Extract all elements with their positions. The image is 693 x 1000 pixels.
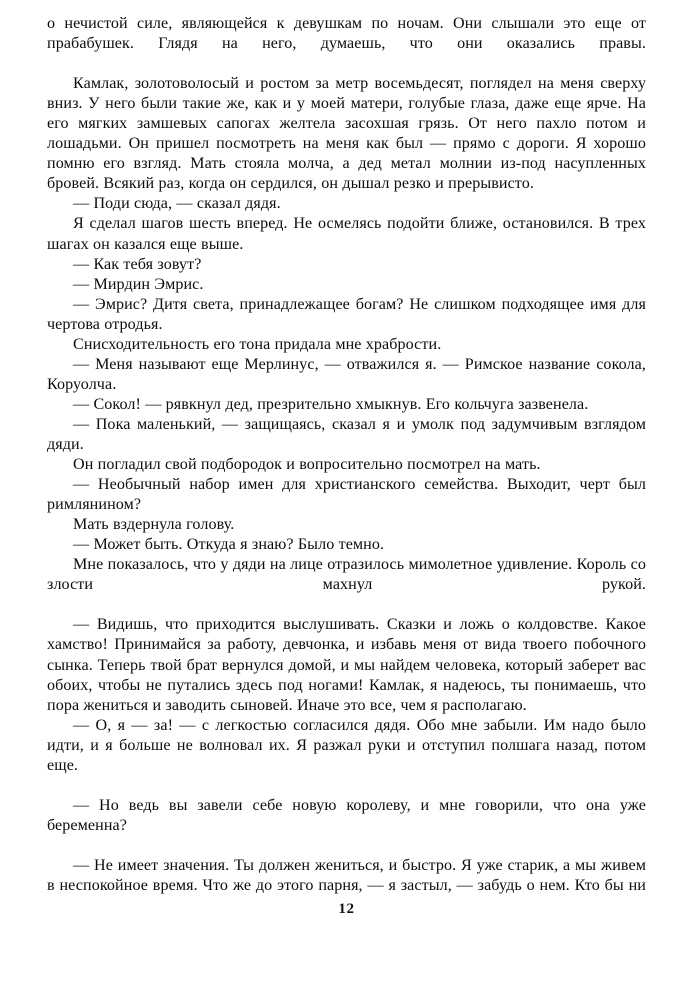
paragraph: — О, я — за! — с легкостью согласился дядя. Обо мне забыли. Им надо было идти, и я больше не волновал их. Я разжал руки и отступил полшага назад, потом еще. <box>47 716 646 774</box>
paragraph: — Не имеет значения. Ты должен жениться, и быстро. Я уже старик, а мы живем в неспокойное время. Что же до этого парня, — я застыл, — забудь о нем. Кто бы ни <box>47 856 646 895</box>
paragraph: Я сделал шагов шесть вперед. Не осмелясь подойти ближе, остановился. В трех шагах он казался еще выше. <box>47 215 646 253</box>
paragraph: Он погладил свой подбородок и вопросительно посмотрел на мать. <box>73 456 541 474</box>
paragraph: — Как тебя зовут? <box>73 255 202 273</box>
paragraph: — Видишь, что приходится выслушивать. Сказки и ложь о колдовстве. Какое хамство! Принимайся за работу, девчонка, и избавь меня от вида твоего побочного сынка. Теперь твой брат вернулся домой, и мы найдем человека, который заберет вас обоих, чтобы не путались здесь под ногами! Камлак, я надеюсь, ты понимаешь, что пора жениться и заводить сыновей. Иначе это все, чем я располагаю. <box>47 616 646 714</box>
page-text-block <box>47 14 646 916</box>
paragraph: — Но ведь вы завели себе новую королеву, и мне говорили, что она уже беременна? <box>47 796 646 834</box>
paragraph: — Мирдин Эмрис. <box>73 275 204 293</box>
paragraph: — Эмрис? Дитя света, принадлежащее богам? Не слишком подходящее имя для чертова отродья. <box>47 295 646 333</box>
paragraph: Мать вздернула голову. <box>73 516 235 534</box>
paragraph: — Может быть. Откуда я знаю? Было темно. <box>73 536 385 554</box>
page-number: 12 <box>338 901 355 917</box>
paragraph: Снисходительность его тона придала мне храбрости. <box>73 335 442 353</box>
paragraph: — Необычный набор имен для христианского семейства. Выходит, черт был римлянином? <box>47 476 646 514</box>
paragraph: — Поди сюда, — сказал дядя. <box>73 195 281 213</box>
paragraph: Мне показалось, что у дяди на лице отразилось мимолетное удивление. Король со злости махнул рукой. <box>47 556 646 594</box>
paragraph: — Меня называют еще Мерлинус, — отважился я. — Римское название сокола, Коруолча. <box>47 355 646 393</box>
paragraph: — Сокол! — рявкнул дед, презрительно хмыкнув. Его кольчуга зазвенела. <box>73 395 589 413</box>
paragraph: — Пока маленький, — защищаясь, сказал я и умолк под задумчивым взглядом дяди. <box>47 415 646 453</box>
paragraph: о нечистой силе, являющейся к девушкам по ночам. Они слышали это еще от прабабушек. Глядя на него, думаешь, что они оказались правы. <box>47 15 646 53</box>
paragraph: Камлак, золотоволосый и ростом за метр восемьдесят, поглядел на меня сверху вниз. У него были такие же, как и у моей матери, голубые глаза, даже еще ярче. На его мягких замшевых сапогах желтела засохшая грязь. От него пахло потом и лошадьми. Он пришел посмотреть на меня как был — прямо с дороги. Я хорошо помню его взгляд. Мать стояла молча, а дед метал молнии из-под насупленных бровей. Всякий раз, когда он сердился, он дышал резко и прерывисто. <box>47 75 646 193</box>
